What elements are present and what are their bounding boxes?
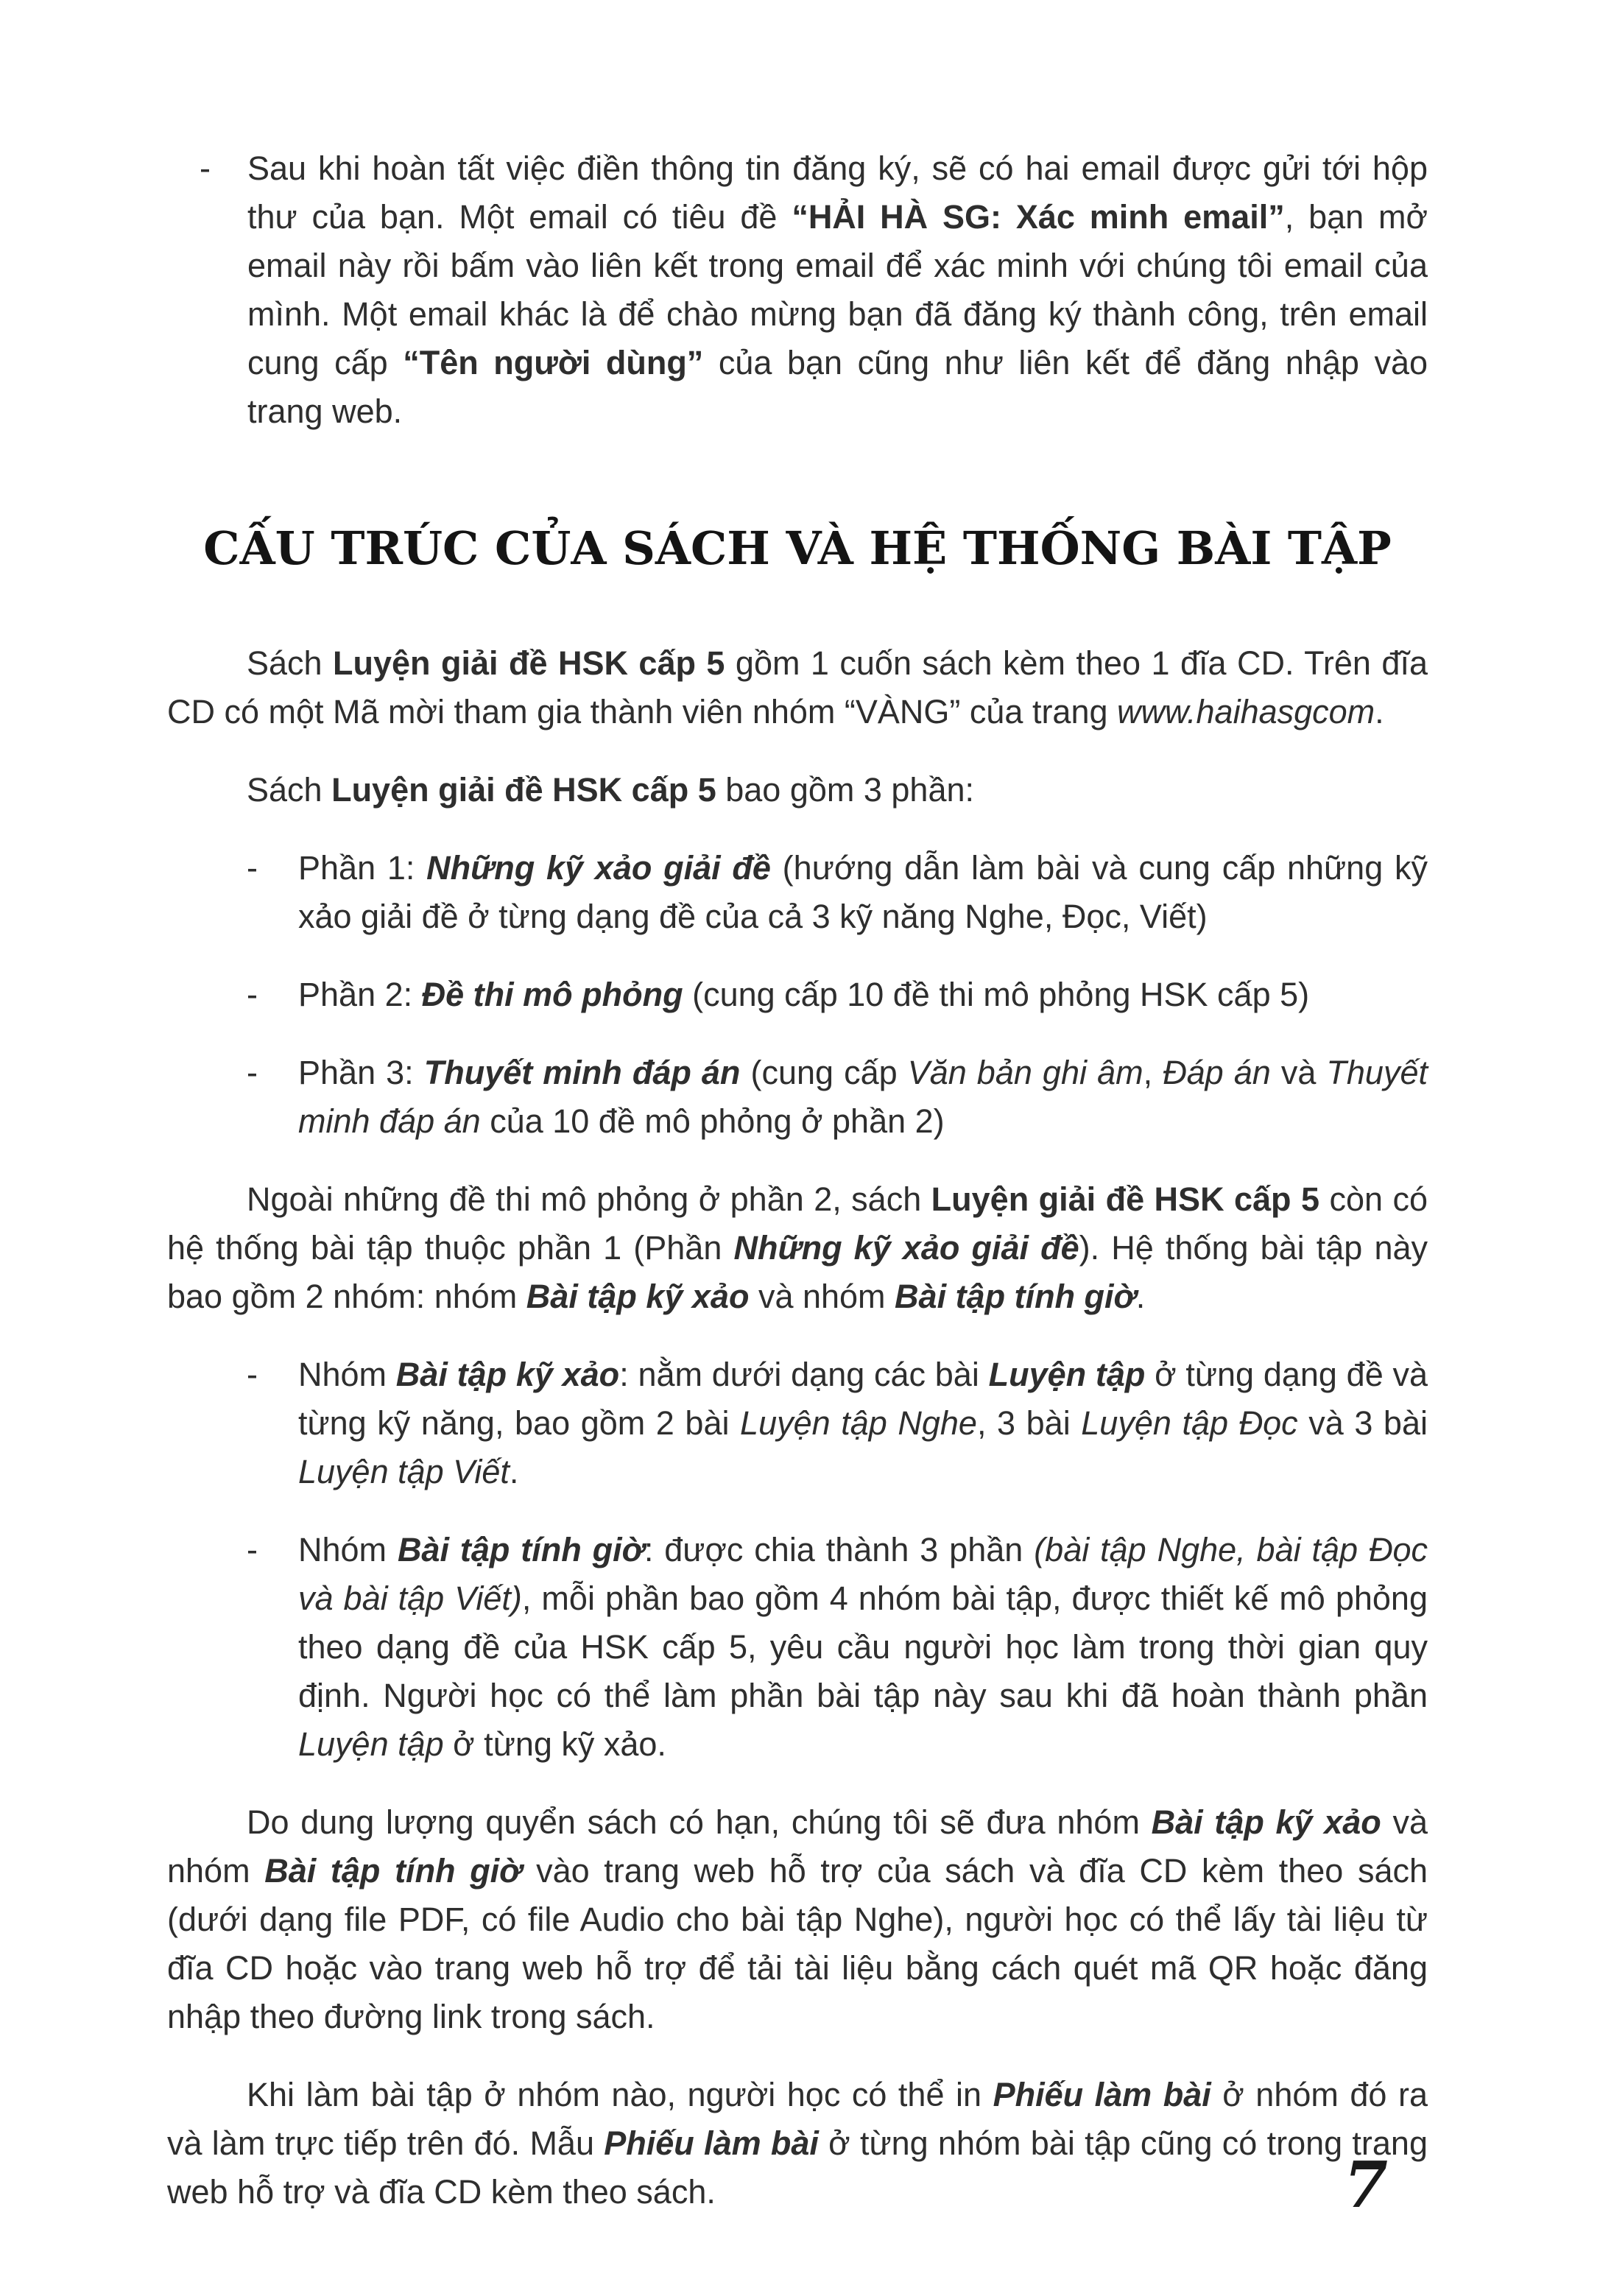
- bullet-dash: -: [247, 1356, 258, 1394]
- part-3-text: Phần 3: Thuyết minh đáp án (cung cấp Văn bản ghi âm, Đáp án và Thuyết minh đáp án của 10 đề mô phỏng ở phần 2): [298, 1054, 1428, 1141]
- paragraph-answer-sheet: Khi làm bài tập ở nhóm nào, người học có thể in Phiếu làm bài ở nhóm đó ra và làm trực tiếp trên đó. Mẫu Phiếu làm bài ở từng nhóm bài tập cũng có trong trang web hỗ trợ và đĩa CD kèm theo sách.: [167, 2076, 1428, 2211]
- paragraph-book-contents: Sách Luyện giải đề HSK cấp 5 gồm 1 cuốn sách kèm theo 1 đĩa CD. Trên đĩa CD có một Mã mời tham gia thành viên nhóm “VÀNG” của trang www.haihasgcom.: [167, 644, 1428, 731]
- part-2-item: [167, 971, 1428, 1019]
- registration-note-text: Sau khi hoàn tất việc điền thông tin đăng ký, sẽ có hai email được gửi tới hộp thư của bạn. Một email có tiêu đề “HẢI HÀ SG: Xác minh email”, bạn mở email này rồi bấm vào liên kết trong email để xác minh với chúng tôi email của mình. Một email khác là để chào mừng bạn đã đăng ký thành công, trên email cung cấp “Tên người dùng” của bạn cũng như liên kết để đăng nhập vào trang web.: [247, 149, 1428, 430]
- group-skill-exercises-item: [167, 1351, 1428, 1496]
- section-heading: CẤU TRÚC CỦA SÁCH VÀ HỆ THỐNG BÀI TẬP: [203, 521, 1392, 575]
- group-skill-exercises-text: Nhóm Bài tập kỹ xảo: nằm dưới dạng các bài Luyện tập ở từng dạng đề và từng kỹ năng, bao gồm 2 bài Luyện tập Nghe, 3 bài Luyện tập Đọc và 3 bài Luyện tập Viết.: [298, 1356, 1428, 1491]
- bullet-dash: -: [247, 976, 258, 1014]
- part-1-item: [167, 844, 1428, 941]
- group-timed-exercises-text: Nhóm Bài tập tính giờ: được chia thành 3 phần (bài tập Nghe, bài tập Đọc và bài tập Viết), mỗi phần bao gồm 4 nhóm bài tập, được thiết kế mô phỏng theo dạng đề của HSK cấp 5, yêu cầu người học làm trong thời gian quy định. Người học có thể làm phần bài tập này sau khi đã hoàn thành phần Luyện tập ở từng kỹ xảo.: [298, 1531, 1428, 1764]
- bullet-dash: -: [200, 149, 211, 187]
- bullet-dash: -: [247, 1531, 258, 1569]
- group-timed-exercises-item: [167, 1526, 1428, 1769]
- bullet-dash: -: [247, 1054, 258, 1092]
- page-number: 7: [1344, 2148, 1388, 2222]
- part-2-text: Phần 2: Đề thi mô phỏng (cung cấp 10 đề thi mô phỏng HSK cấp 5): [298, 976, 1310, 1014]
- registration-note-item: [167, 144, 1428, 436]
- part-1-text: Phần 1: Những kỹ xảo giải đề (hướng dẫn làm bài và cung cấp những kỹ xảo giải đề ở từng dạng đề của cả 3 kỹ năng Nghe, Đọc, Viết): [298, 849, 1428, 936]
- paragraph-web-support: Do dung lượng quyển sách có hạn, chúng tôi sẽ đưa nhóm Bài tập kỹ xảo và nhóm Bài tập tính giờ vào trang web hỗ trợ của sách và đĩa CD kèm theo sách (dưới dạng file PDF, có file Audio cho bài tập Nghe), người học có thể lấy tài liệu từ đĩa CD hoặc vào trang web hỗ trợ để tải tài liệu bằng cách quét mã QR hoặc đăng nhập theo đường link trong sách.: [167, 1803, 1428, 2036]
- paragraph-three-parts: Sách Luyện giải đề HSK cấp 5 bao gồm 3 phần:: [247, 771, 975, 809]
- paragraph-exercise-system: Ngoài những đề thi mô phỏng ở phần 2, sách Luyện giải đề HSK cấp 5 còn có hệ thống bài tập thuộc phần 1 (Phần Những kỹ xảo giải đề). Hệ thống bài tập này bao gồm 2 nhóm: nhóm Bài tập kỹ xảo và nhóm Bài tập tính giờ.: [167, 1180, 1428, 1316]
- bullet-dash: -: [247, 849, 258, 887]
- part-3-item: [167, 1049, 1428, 1146]
